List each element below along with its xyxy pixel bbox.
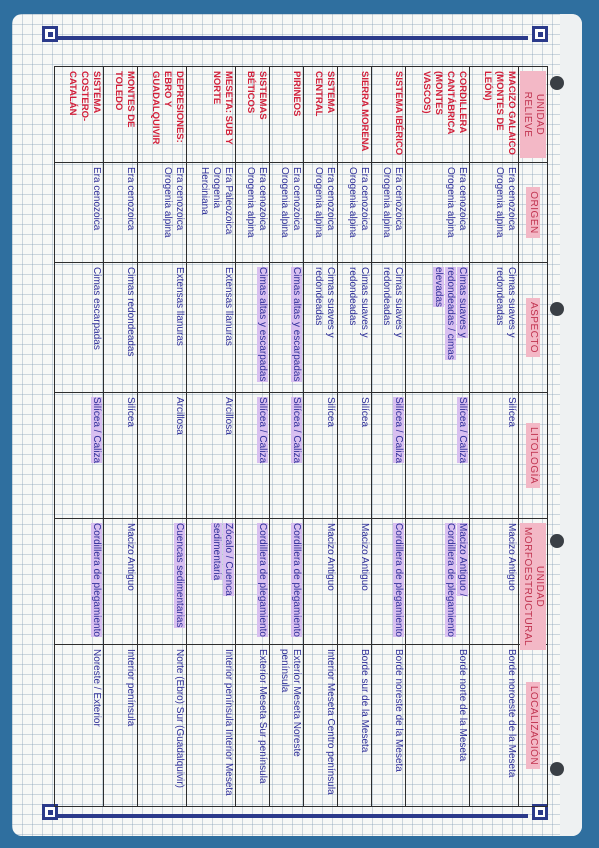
origen-cell-text: Era cenozoica Orogenia alpina — [279, 167, 303, 238]
litologia-cell — [304, 393, 338, 519]
origen-cell — [55, 163, 104, 263]
morfo-cell-text: Macizo Antiguo / Cordillera de plegamiento — [444, 523, 468, 637]
punch-hole — [550, 762, 564, 776]
morfo-cell — [270, 519, 304, 645]
origen-cell-text: Era cenozoica Orogenia alpina — [245, 167, 269, 238]
litologia-cell — [405, 393, 469, 519]
corner-marker-icon — [42, 26, 58, 42]
origen-cell-text: Era cenozoica — [125, 167, 137, 231]
localizacion-cell — [405, 645, 469, 807]
unit-cell-text: SISTEMA COSTERO-CATALÁN — [67, 71, 103, 122]
unit-cell — [104, 67, 138, 163]
aspecto-cell-text: Cimas escarpadas — [91, 267, 103, 350]
litologia-cell — [270, 393, 304, 519]
morfo-cell — [469, 519, 518, 645]
origen-cell-text: Era cenozoica Orogenia alpina — [312, 167, 336, 238]
litologia-cell-text: Silícea / Caliza — [392, 397, 404, 464]
morfo-cell-text: Zócalo / Cuenca sedimentaria — [211, 523, 235, 596]
table-row — [469, 67, 518, 807]
litologia-cell — [55, 393, 104, 519]
aspecto-cell — [55, 263, 104, 393]
localizacion-cell — [55, 645, 104, 807]
header-localizacion: LOCALIZACIÓN — [519, 645, 548, 807]
unit-cell — [337, 67, 371, 163]
litologia-cell — [104, 393, 138, 519]
morfo-cell — [187, 519, 236, 645]
table-row — [371, 67, 405, 807]
aspecto-cell — [337, 263, 371, 393]
litologia-cell-text: Silícea / Caliza — [456, 397, 468, 464]
morfo-cell-text: Macizo Antiguo — [506, 523, 517, 591]
localizacion-cell-text: Borde sur de la Meseta — [358, 649, 370, 753]
localizacion-cell-text: Norte (Ebro) Sur (Guadalquivir) — [174, 649, 186, 788]
litologia-cell-text: Arcillosa — [223, 397, 235, 435]
litologia-cell-text: Silícea — [324, 397, 336, 428]
aspecto-cell — [236, 263, 270, 393]
localizacion-cell-text: Borde noreste de la Meseta — [392, 649, 404, 772]
localizacion-cell — [270, 645, 304, 807]
morfo-cell-text: Cuencas sedimentarias — [174, 523, 186, 628]
aspecto-cell-text: Cimas altas y escarpadas — [291, 267, 303, 382]
localizacion-cell-text: Exterior Meseta Sur península — [257, 649, 269, 784]
origen-cell-text: Era cenozoica Orogenia alpina — [346, 167, 370, 238]
unit-cell — [138, 67, 187, 163]
table-row — [138, 67, 187, 807]
aspecto-cell — [270, 263, 304, 393]
aspecto-cell — [469, 263, 518, 393]
morfo-cell-text: Macizo Antiguo — [324, 523, 336, 591]
localizacion-cell-text: Interior Meseta Centro península — [324, 649, 336, 795]
origen-cell — [469, 163, 518, 263]
table-row — [187, 67, 236, 807]
localizacion-cell — [236, 645, 270, 807]
litologia-cell-text: Arcillosa — [174, 397, 186, 435]
localizacion-cell-text: Borde norte de la Meseta — [456, 649, 468, 762]
litologia-cell-text: Silícea / Caliza — [291, 397, 303, 464]
unit-cell — [270, 67, 304, 163]
aspecto-cell — [371, 263, 405, 393]
unit-cell-text: MESETA: SUB Y NORTE — [211, 71, 235, 145]
table-row — [55, 67, 104, 807]
punch-hole — [550, 302, 564, 316]
morfo-cell — [236, 519, 270, 645]
origen-cell — [304, 163, 338, 263]
aspecto-cell-text: Cimas suaves y redondeadas / cimas elevadas — [432, 267, 468, 360]
morfo-cell — [304, 519, 338, 645]
litologia-cell-text: Silícea / Caliza — [91, 397, 103, 464]
unit-cell — [236, 67, 270, 163]
morfo-cell — [104, 519, 138, 645]
morfo-cell-text: Cordillera de plegamiento — [257, 523, 269, 637]
morfo-cell-text: Cordillera de plegamiento — [91, 523, 103, 637]
localizacion-cell — [138, 645, 187, 807]
unit-cell-text: SIERRA MORENA — [358, 71, 370, 152]
origen-cell-text: Era cenozoica — [91, 167, 103, 231]
aspecto-cell — [104, 263, 138, 393]
table-row — [304, 67, 338, 807]
relief-table — [54, 66, 548, 807]
litologia-cell — [187, 393, 236, 519]
unit-cell-text: SISTEMA IBÉRICO — [392, 71, 404, 156]
localizacion-cell — [304, 645, 338, 807]
localizacion-cell-text: Exterior Meseta Noreste península — [279, 649, 303, 757]
origen-cell — [138, 163, 187, 263]
origen-cell-text: Era Paleozoica Orogenia Herciniana — [199, 167, 235, 235]
unit-cell-text: DEPRESIONES: EBRO Y GUADALQUIVIR — [150, 71, 186, 145]
unit-cell — [469, 67, 518, 163]
top-stripe — [58, 36, 528, 40]
aspecto-cell — [138, 263, 187, 393]
table-row — [337, 67, 371, 807]
localizacion-cell-text: Interior península — [125, 649, 137, 727]
table-row — [405, 67, 469, 807]
origen-cell-text: Era cenozoica Orogenia alpina — [494, 167, 517, 238]
morfo-cell-text: Cordillera de plegamiento — [392, 523, 404, 637]
litologia-cell-text: Silícea — [358, 397, 370, 428]
origen-cell — [104, 163, 138, 263]
unit-cell-text: MACIZO GALAICO (MONTES DE LEÓN) — [482, 71, 517, 155]
morfo-cell-text: Macizo Antiguo — [358, 523, 370, 591]
corner-marker-icon — [532, 26, 548, 42]
origen-cell — [236, 163, 270, 263]
header-unidad: UNIDAD RELIEVE — [519, 67, 548, 163]
litologia-cell — [337, 393, 371, 519]
morfo-cell — [371, 519, 405, 645]
localizacion-cell — [337, 645, 371, 807]
relief-table-rotated — [54, 66, 548, 806]
litologia-cell — [371, 393, 405, 519]
unit-cell-text: PIRINEOS — [291, 71, 303, 117]
localizacion-cell-text: Borde noroeste de la Meseta — [506, 649, 517, 778]
unit-cell — [304, 67, 338, 163]
localizacion-cell — [187, 645, 236, 807]
morfo-cell — [55, 519, 104, 645]
morfo-cell-text: Macizo Antiguo — [125, 523, 137, 591]
aspecto-cell-text: Cimas suaves y redondeadas — [380, 267, 404, 338]
origen-cell — [187, 163, 236, 263]
aspecto-cell-text: Cimas redondeadas — [125, 267, 137, 357]
aspecto-cell-text: Cimas suaves y redondeadas — [346, 267, 370, 338]
aspecto-cell — [304, 263, 338, 393]
aspecto-cell-text: Cimas altas y escarpadas — [257, 267, 269, 382]
bottom-stripe — [58, 814, 528, 818]
grid-paper-sheet — [12, 14, 582, 836]
punch-hole — [550, 76, 564, 90]
header-litologia: LITOLOGÍA — [519, 393, 548, 519]
localizacion-cell — [371, 645, 405, 807]
unit-cell-text: SISTEMAS BÉTICOS — [245, 71, 269, 120]
litologia-cell-text: Silícea / Caliza — [257, 397, 269, 464]
unit-cell — [405, 67, 469, 163]
table-header-row — [519, 67, 548, 807]
morfo-cell-text: Cordillera de plegamiento — [291, 523, 303, 637]
aspecto-cell-text: Cimas suaves y redondeadas — [494, 267, 517, 338]
litologia-cell — [236, 393, 270, 519]
table-row — [270, 67, 304, 807]
punch-hole — [550, 534, 564, 548]
unit-cell — [187, 67, 236, 163]
morfo-cell — [138, 519, 187, 645]
origen-cell — [270, 163, 304, 263]
morfo-cell — [337, 519, 371, 645]
table-row — [236, 67, 270, 807]
origen-cell-text: Era cenozoica Orogenia alpina — [380, 167, 404, 238]
binder-margin — [560, 14, 582, 836]
litologia-cell-text: Silícea — [125, 397, 137, 428]
aspecto-cell — [405, 263, 469, 393]
aspecto-cell-text: Extensas llanuras — [174, 267, 186, 346]
origen-cell — [405, 163, 469, 263]
litologia-cell-text: Silícea — [506, 397, 517, 428]
header-aspecto: ASPECTO — [519, 263, 548, 393]
origen-cell — [337, 163, 371, 263]
unit-cell — [55, 67, 104, 163]
origen-cell-text: Era cenozoica Orogenia alpina — [162, 167, 186, 238]
origen-cell-text: Era cenozoica Orogenia alpina — [444, 167, 468, 238]
aspecto-cell-text: Extensas llanuras — [223, 267, 235, 346]
unit-cell-text: MONTES DE TOLEDO — [113, 71, 137, 128]
localizacion-cell-text: Interior península Interior Meseta — [223, 649, 235, 796]
morfo-cell — [405, 519, 469, 645]
unit-cell-text: SISTEMA CENTRAL — [312, 71, 336, 117]
aspecto-cell-text: Cimas suaves y redondeadas — [312, 267, 336, 338]
header-origen: ORIGEN — [519, 163, 548, 263]
aspecto-cell — [187, 263, 236, 393]
localizacion-cell — [104, 645, 138, 807]
localizacion-cell-text: Noreste / Exterior — [91, 649, 103, 727]
litologia-cell — [138, 393, 187, 519]
unit-cell — [371, 67, 405, 163]
origen-cell — [371, 163, 405, 263]
litologia-cell — [469, 393, 518, 519]
table-row — [104, 67, 138, 807]
unit-cell-text: CORDILLERA CANTÁBRICA (MONTES VASCOS) — [420, 71, 468, 134]
localizacion-cell — [469, 645, 518, 807]
header-unidad-morfo: UNIDAD MORFOESTRUCTURAL — [519, 519, 548, 645]
